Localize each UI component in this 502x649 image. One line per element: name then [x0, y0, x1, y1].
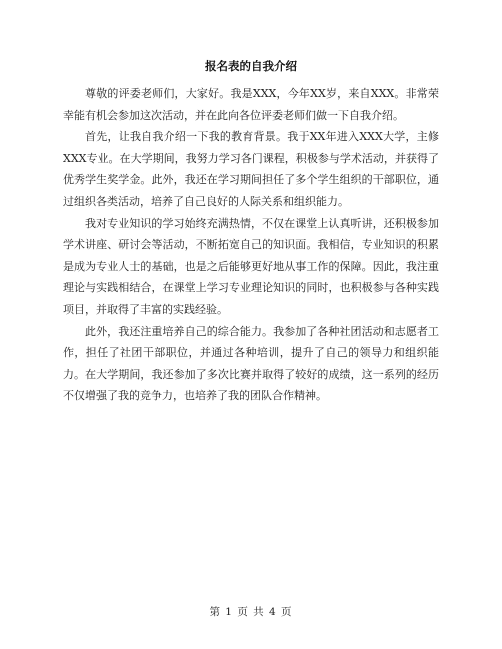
paragraph-professional-knowledge: 我对专业知识的学习始终充满热情，不仅在课堂上认真听讲，还积极参加学术讲座、研讨会等活动，不断拓宽自己的知识面。我相信，专业知识的积累是成为专业人士的基础，也是之后能够更好地从事工作的保障。因此，我注重理论与实践相结合，在课堂上学习专业理论知识的同时，也积极参与各种实践项目，并取得了丰富的实践经验。	[63, 216, 439, 316]
paragraph-comprehensive-ability: 此外，我还注重培养自己的综合能力。我参加了各种社团活动和志愿者工作，担任了社团干部职位，并通过各种培训，提升了自己的领导力和组织能力。在大学期间，我还参加了多次比赛并取得了较好的成绩，这一系列的经历不仅增强了我的竞争力，也培养了我的团队合作精神。	[63, 324, 439, 403]
document-title: 报名表的自我介绍	[205, 59, 297, 73]
paragraph-greeting: 尊敬的评委老师们，大家好。我是XXX，今年XX岁，来自XXX。非常荣幸能有机会参加这次活动，并在此向各位评委老师们做一下自我介绍。	[63, 87, 439, 122]
paragraph-education: 首先，让我自我介绍一下我的教育背景。我于XX年进入XXX大学，主修XXX专业。在大学期间，我努力学习各门课程，积极参与学术活动，并获得了优秀学生奖学金。此外，我还在学习期间担任了多个学生组织的干部职位，通过组织各类活动，培养了自己良好的人际关系和组织能力。	[63, 130, 439, 208]
page-number-footer: 第 1 页 共 4 页	[209, 606, 293, 618]
document-body	[63, 83, 439, 407]
